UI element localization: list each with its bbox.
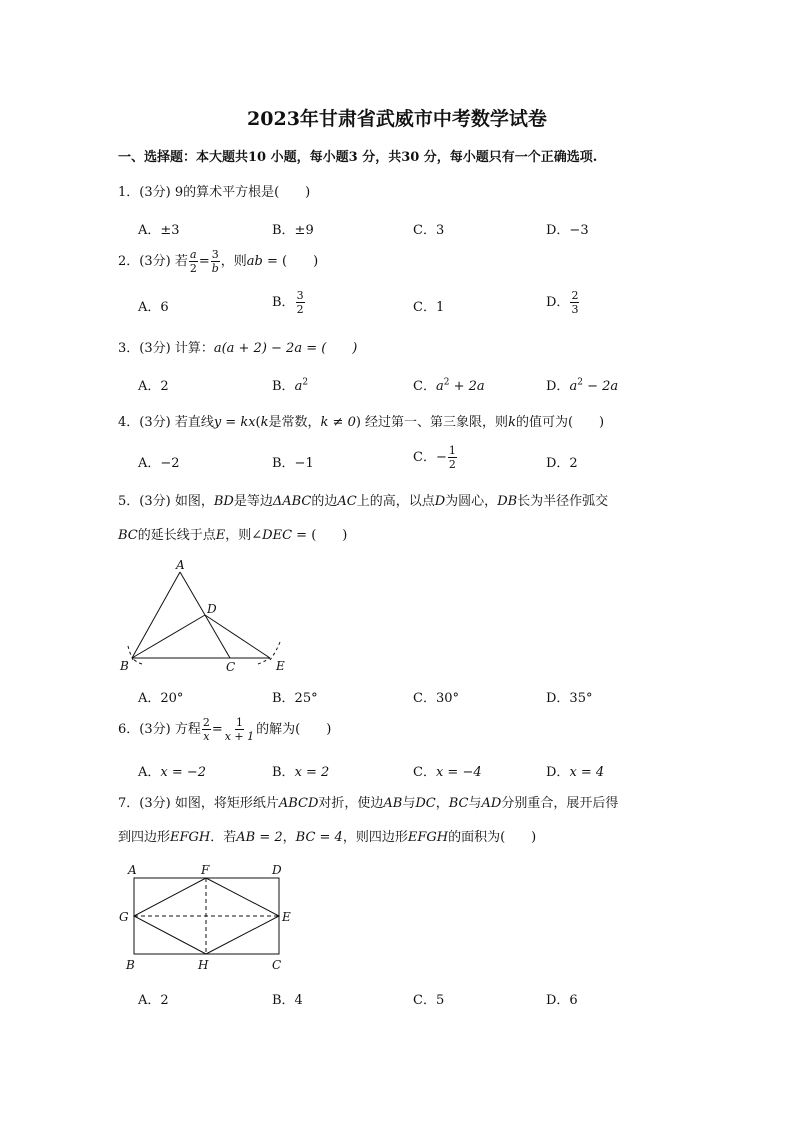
label-a: A xyxy=(176,558,185,572)
arc-mark-e2 xyxy=(258,658,270,664)
q5-option-c: C．30° xyxy=(413,691,459,706)
q6-option-d: D．x = 4 xyxy=(546,765,605,780)
q4-option-b: B．−1 xyxy=(272,456,314,471)
q1-option-b: B．±9 xyxy=(272,223,314,238)
q5-option-b: B．25° xyxy=(272,691,318,706)
arc-mark-b xyxy=(128,646,134,662)
q7-option-b: B．4 xyxy=(272,993,303,1008)
label-c: C xyxy=(272,958,282,972)
question-5-stem-line2: BC的延长线于点E，则∠DEC = ( ) xyxy=(118,528,348,543)
page-title: 2023年甘肃省武威市中考数学试卷 xyxy=(247,108,547,130)
label-d: D xyxy=(207,602,217,616)
q2-option-a: A．6 xyxy=(138,300,169,315)
q1-option-c: C．3 xyxy=(413,223,445,238)
q4-option-a: A．−2 xyxy=(138,456,180,471)
q3-option-c: C．$a^2 + 2a$ xyxy=(413,377,485,394)
q4-option-c: C．− $\frac{1}{2}$ xyxy=(413,444,456,471)
q5-option-a: A．20° xyxy=(138,691,184,706)
q3-option-a: A．2 xyxy=(138,379,169,394)
q6-option-a: A．x = −2 xyxy=(138,765,207,780)
question-7-stem-line2: 到四边形EFGH．若AB = 2，BC = 4，则四边形EFGH的面积为( ) xyxy=(118,830,537,845)
q3-option-d: D．$a^2 - 2a$ xyxy=(546,377,619,394)
label-f: F xyxy=(201,863,210,877)
label-b: B xyxy=(120,659,129,673)
question-4-stem: 4．(3分) 若直线y = kx(k是常数，k ≠ 0) 经过第一、第三象限，则k的值可为( ) xyxy=(118,415,605,430)
label-e: E xyxy=(276,659,285,673)
q4-option-d: D．2 xyxy=(546,456,578,471)
section-heading: 一、选择题：本大题共10 小题，每小题3 分，共30 分，每小题只有一个正确选项. xyxy=(118,150,598,165)
q6-option-c: C．x = −4 xyxy=(413,765,482,780)
q1-option-d: D．−3 xyxy=(546,223,589,238)
label-a: A xyxy=(128,863,137,877)
q5-option-d: D．35° xyxy=(546,691,593,706)
label-g: G xyxy=(119,910,129,924)
question-7-stem-line1: 7．(3分) 如图，将矩形纸片ABCD对折，使边AB与DC，BC与AD分别重合，展开后得 xyxy=(118,796,619,811)
segment-ba xyxy=(132,572,180,658)
label-b: B xyxy=(126,958,135,972)
label-e: E xyxy=(282,910,291,924)
question-6-stem: 6．(3分) 方程 $\frac{2}{x}$ = $\frac{1}{x + 1}$ 的解为( ) xyxy=(118,716,332,743)
q3-option-b: B．$a^2$ xyxy=(272,377,309,394)
question-3-stem: 3．(3分) 计算：a(a + 2) − 2a = ( ) xyxy=(118,341,358,356)
segment-bd xyxy=(132,615,205,658)
q1-option-a: A．±3 xyxy=(138,223,180,238)
rectangle-figure xyxy=(112,858,302,976)
question-2-stem: 2．(3分) 若 $\frac{a}{2}$ = $\frac{3}{b}$ ，则ab = ( ) xyxy=(118,248,319,275)
question-1-stem: 1．(3分) 9的算术平方根是( ) xyxy=(118,185,311,200)
label-h: H xyxy=(198,958,209,972)
q7-option-d: D．6 xyxy=(546,993,578,1008)
label-d: D xyxy=(272,863,282,877)
q2-option-c: C．1 xyxy=(413,300,445,315)
arc-mark-b2 xyxy=(132,658,142,664)
q2-option-b: B． $\frac{3}{2}$ xyxy=(272,289,304,316)
q7-option-c: C．5 xyxy=(413,993,445,1008)
arc-mark-e xyxy=(270,642,280,660)
segment-de xyxy=(205,615,270,658)
label-c: C xyxy=(226,660,236,674)
q7-option-a: A．2 xyxy=(138,993,169,1008)
question-5-stem-line1: 5．(3分) 如图，BD是等边ΔABC的边AC上的高，以点D为圆心，DB长为半径作弧交 xyxy=(118,494,609,509)
q6-option-b: B．x = 2 xyxy=(272,765,330,780)
triangle-figure xyxy=(112,554,302,678)
q2-option-d: D． $\frac{2}{3}$ xyxy=(546,289,579,316)
